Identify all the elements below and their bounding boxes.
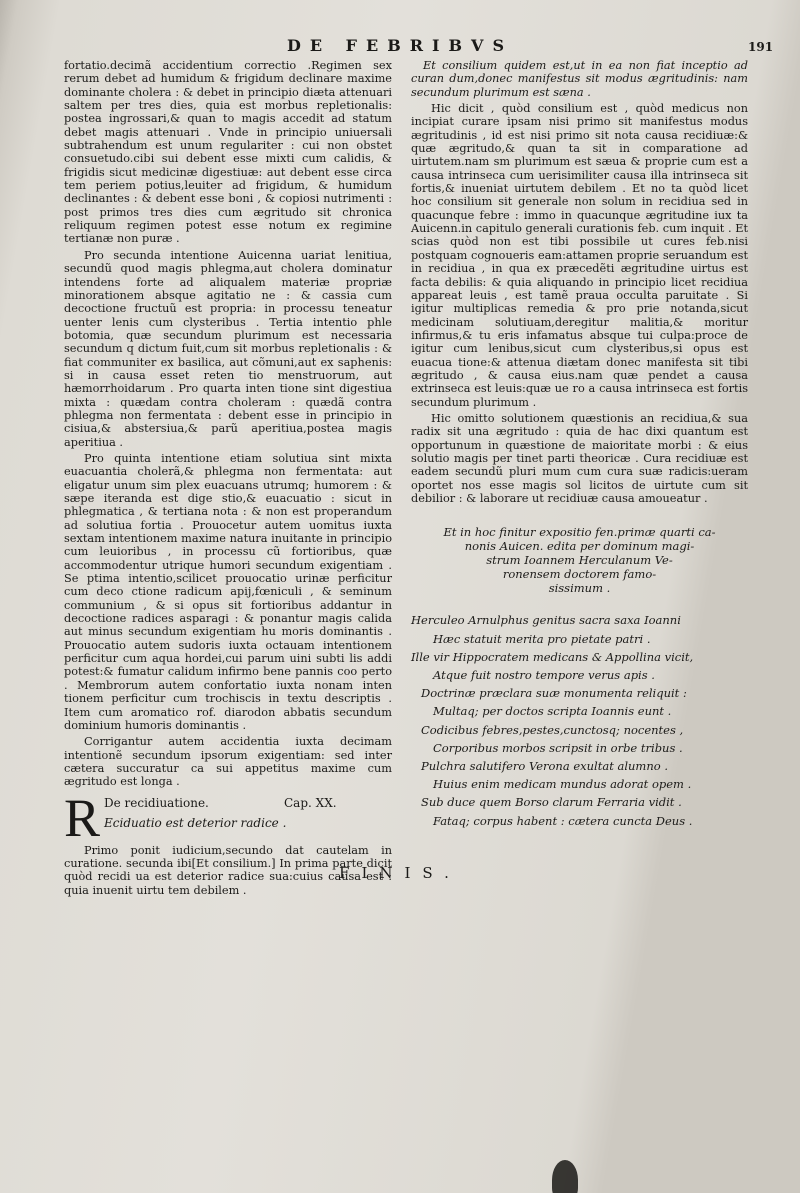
poem-line: Atque fuit nostro tempore verus apis . (433, 667, 655, 682)
left-paragraph: Pro secunda intentione Auicenna uariat lenitiua, secundũ quod magis phlegma,aut cholera dominatur intendens forte ad aliqualem materiæ propriæ minorationem absque agitatio ne : & cassia cum decoctione fructuũ est propria: in processu teneatur uenter lenis cum clysteribus . Tertia intentio phle botomia, quæ secundum plurimum est necessaria secundum q dictum fuit,cum sit morbus repletionalis : & fiat communiter ex basilica, aut cõmuni,aut ex saphenis: si in causa esset reten tio menstruorum, aut hæmorrhoidarum . Pro quarta inten tione sint digestiua mixta : quædam contra choleram : quædã contra phlegma non fermentata : debent esse in principio in cisiua,& abstersiua,& parũ aperitiua,postea magis aperitiua . (64, 248, 392, 449)
right-lemma: Et consilium quidem est,ut in ea non fiat inceptio ad curan dum,donec manifestus sit modus ægritudinis: nam secundum plurimum est sæna . (411, 59, 748, 99)
colophon-line: Et in hoc finitur expositio fen.primæ quarti ca- (443, 525, 716, 540)
right-column (411, 59, 748, 830)
finis-label: FINIS. (339, 864, 461, 882)
poem-line: Huius enim medicam mundus adorat opem . (433, 777, 692, 792)
chapter-heading-block (64, 787, 392, 848)
poem-line: Herculeo Arnulphus genitus sacra saxa Ioanni (411, 613, 681, 628)
poem-line: Fataq; corpus habent : cætera cuncta Deus . (433, 813, 693, 828)
colophon-line: sissimum . (548, 581, 611, 596)
page-number: 191 (748, 40, 774, 54)
poem-line: Hæc statuit merita pro pietate patri . (433, 631, 651, 646)
poem-line: Sub duce quem Borso clarum Ferraria vidit . (421, 795, 682, 810)
chapter-lemma: Eciduatio est deterior radice . (104, 815, 287, 830)
colophon-line: strum Ioannem Herculanum Ve- (486, 553, 673, 568)
chapter-title: De recidiuatione. (104, 795, 209, 810)
poem-line: Doctrinæ præclara suæ monumenta reliquit : (421, 686, 687, 701)
poem-line: Ille vir Hippocratem medicans & Appollina vicit, (411, 649, 694, 664)
left-paragraph: Pro quinta intentione etiam solutiua sint mixta euacuantia cholerã,& phlegma non fermentata: aut eligatur unum sim plex euacuans utrumq; humorem : & sæpe iteranda est dige stio,& euacuatio : sicut in phlegmatica , & tertiana nota : & non est properandum ad solutiua fortia . Prouocetur autem uomitus iuxta sextam intentionem maxime natura inuitante in principio cum leuioribus , in processu cũ fortioribus, quæ accommodentur utrique humori secundum exigentiam . Se ptima intentio,scilicet prouocatio urinæ perficitur cum deco ctione radicum apij,fœniculi , & seminum communium , & si opus sit fortioribus addantur in decoctione radices asparagi : & ponantur magis calida aut minus secundum exigentiam hu moris dominantis . Prouocatio autem sudoris iuxta octauam intentionem perficitur cum aqua hordei,cui parum uini subti lis addi potest:& fumatur calidum infirmo bene pannis coo perto . Membrorum autem confortatio iuxta nonam inten tionem perficitur cum trochiscis in textu descriptis . Item cum aromatico rof. diarodon abbatis secundum dominium humoris dominantis . (64, 451, 392, 732)
left-paragraph: fortatio.decimã accidentium correctio .Regimen sex rerum debet ad humidum & frigidum declinare maxime dominante cholera : & debet in principio diæta attenuari saltem per tres dies, quia est morbus repletionalis: postea ingrossari,& quan to magis accedit ad statum debet magis attenuari . Vnde in principio uniuersali subtrahendum est unum regulariter : cui non obstet consuetudo.cibi sui debent esse mixti cum calidis, & frigidis sicut medicinæ digestiuæ: aut debent esse circa tem periem potius,leuiter ad frigidum, & humidum declinantes : & debent esse boni , & copiosi nutrimenti : post primos tres dies cum ægritudo sit chronica reliquum regimen potest esse notum ex regimine tertianæ non puræ . (64, 59, 392, 246)
chapter-heading (104, 797, 392, 810)
ink-stain (552, 1160, 578, 1193)
left-paragraph: Primo ponit iudicium,secundo dat cautelam in curatione. secunda ibi[Et consilium.] In prima parte dicit quòd recidi ua est deterior radice sua:cuius causa est : quia inuenit uirtu tem debilem . (64, 843, 392, 897)
colophon-line: nonis Auicen. edita per dominum magi- (464, 539, 695, 554)
drop-cap: R (64, 787, 101, 848)
poem-line: Codicibus febres,pestes,cunctosq; nocentes , (421, 722, 684, 737)
chapter-number: Cap. XX. (284, 795, 337, 810)
colophon (411, 525, 748, 595)
running-header-title: DE FEBRIBVS (287, 36, 513, 55)
colophon-line: ronensem doctorem famo- (502, 567, 657, 582)
left-column (64, 59, 392, 897)
poem-line: Corporibus morbos scripsit in orbe tribus . (433, 740, 683, 755)
left-paragraph: Corrigantur autem accidentia iuxta decimam intentionẽ secundum ipsorum exigentiam: sed inter cætera succuratur ca sui appetitus maxime cum ægritudo est longa . (64, 735, 392, 789)
right-paragraph: Hic dicit , quòd consilium est , quòd medicus non incipiat curare ipsam nisi primo sit manifestus modus ægritudinis , id est nisi primo sit nota causa recidiuæ:& quæ ægritudo,& quan ta sit in comparatione ad uirtutem.nam sm plurimum est sæua & proprie cum est a causa intrinseca cum uerisimiliter causa illa intrinseca sit fortis,& inueniat uirtutem debilem . Et no ta quòd licet hoc consilium sit generale non solum in recidiua sed in quacunque febre : immo in quacunque ægritudine iux ta Auicenn.in capitulo generali curationis feb. cum inquit . Et scias quòd non est tibi possibile ut cures feb.nisi postquam cognoueris eam:attamen proprie seruandum est in recidiua , in qua ex præcedẽti ægritudine uirtus est facta debilis: & quia aliquando in principio licet recidiua appareat leuis , est tamẽ praua occulta paruitate . Si igitur multiplicas remedia & pro prie notanda,sicut medicinam solutiuam,deregitur malitia,& moritur infirmus,& tu eris infamatus absque tui culpa:proce de igitur cum lenibus,sicut cum clysteribus,si opus est euacua tione:& attenua diætam donec manifesta sit tibi ægritudo , & causa eius.nam quæ pendet a causa extrinseca est leuis:quæ ue ro a causa intrinseca est fortis secundum plurimum . (411, 102, 748, 409)
right-paragraph: Hic omitto solutionem quæstionis an recidiua,& sua radix sit una ægritudo : quia de hac dixi quantum est opportunum in quæstione de maioritate morbi : & eius solutio magis per tinet parti theoricæ . Cura recidiuæ est eadem secundũ pluri mum cum cura suæ radicis:ueram oportet nos esse magis sol licitos de uirtute cum sit debilior : & laborare ut recidiuæ causa amoueatur . (411, 411, 748, 505)
poem-line: Multaq; per doctos scripta Ioannis eunt . (433, 704, 672, 719)
epigram-poem (411, 611, 748, 829)
poem-line: Pulchra salutifero Verona exultat alumno . (421, 758, 668, 773)
